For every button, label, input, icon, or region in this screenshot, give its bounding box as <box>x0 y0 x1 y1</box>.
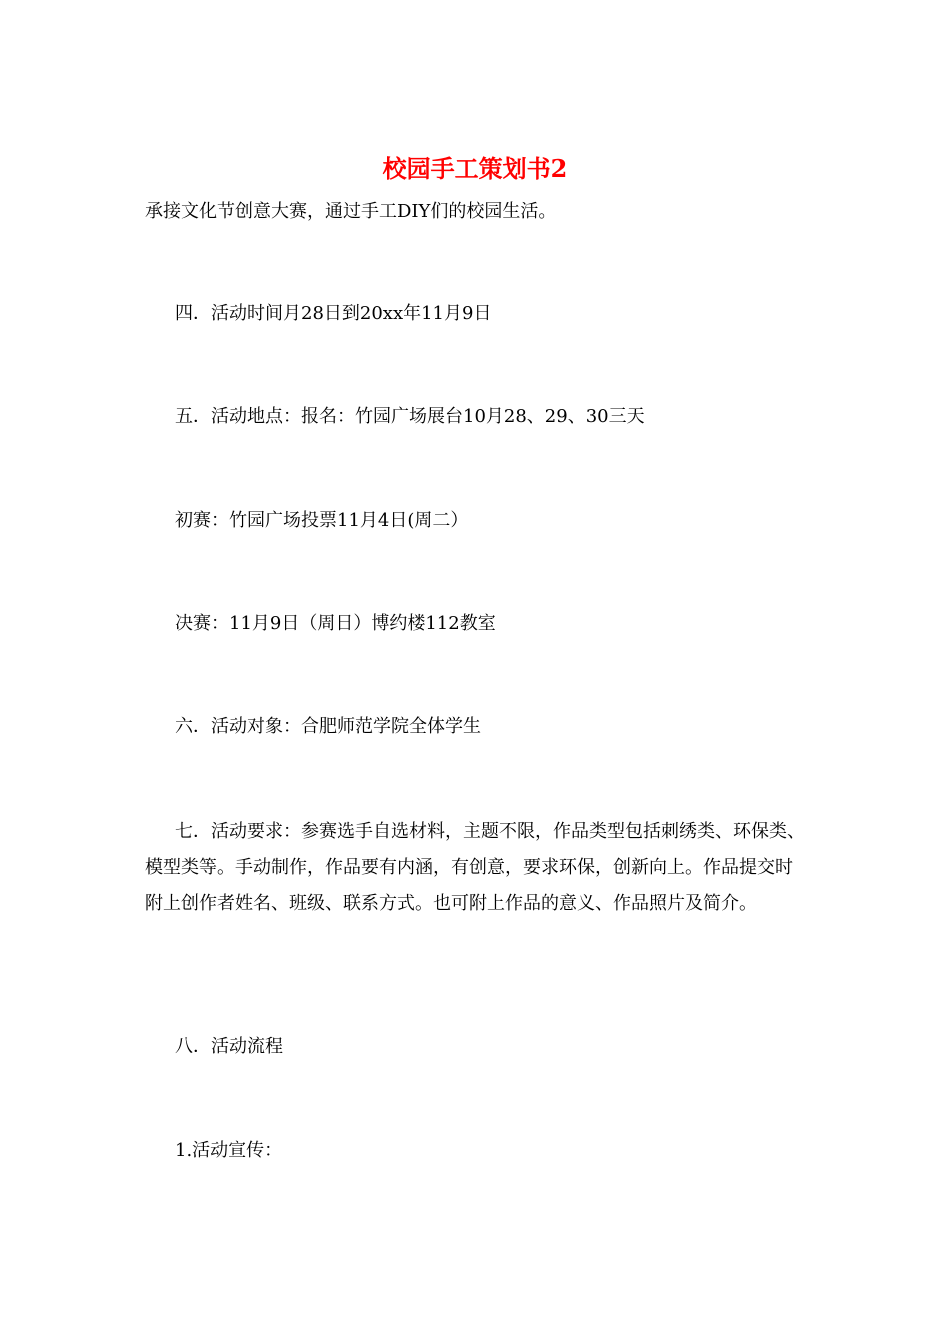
activity-requirements-paragraph: 七．活动要求：参赛选手自选材料，主题不限，作品类型包括刺绣类、环保类、模型类等。手动制作，作品要有内涵，有创意，要求环保，创新向上。作品提交时附上创作者姓名、班级、联系方式。也可附上作品的意义、作品照片及简介。 <box>145 821 805 914</box>
activity-audience-paragraph: 六．活动对象：合肥师范学院全体学生 <box>175 716 481 737</box>
document-title: 校园手工策划书2 <box>382 154 568 183</box>
activity-time-paragraph: 四．活动时间月28日到20xx年11月9日 <box>175 303 492 324</box>
intro-paragraph: 承接文化节创意大赛，通过手工DIY们的校园生活。 <box>145 201 557 222</box>
activity-process-heading: 八．活动流程 <box>175 1036 283 1057</box>
activity-promotion-heading: 1.活动宣传： <box>175 1140 283 1161</box>
activity-location-paragraph: 五．活动地点：报名：竹园广场展台10月28、29、30三天 <box>175 406 645 427</box>
final-round-paragraph: 决赛：11月9日（周日）博约楼112教室 <box>175 613 496 634</box>
preliminary-round-paragraph: 初赛：竹园广场投票11月4日(周二） <box>175 510 469 531</box>
